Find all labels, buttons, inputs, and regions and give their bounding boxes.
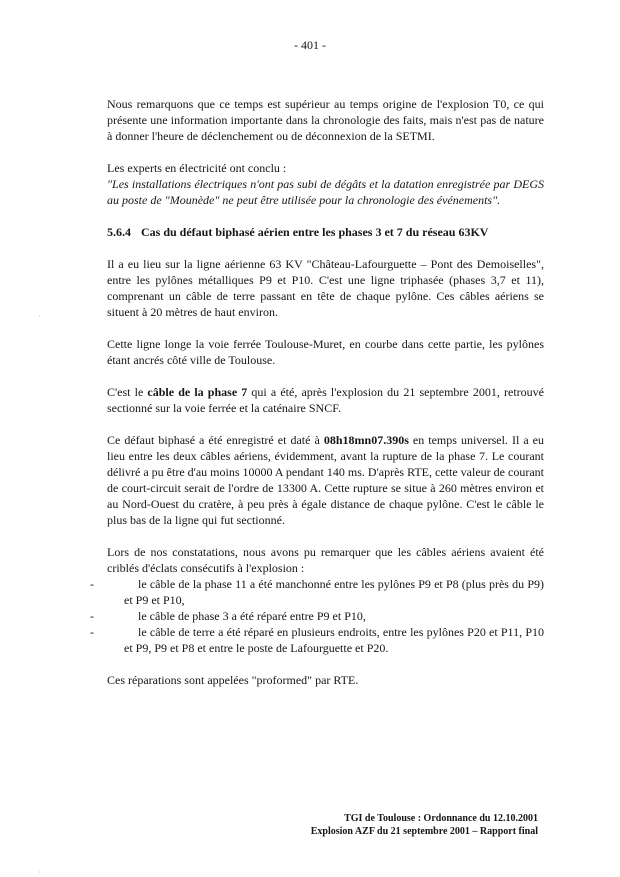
p5-part-a: C'est le bbox=[107, 385, 148, 399]
paragraph-5 bbox=[107, 384, 544, 416]
section-heading bbox=[107, 224, 544, 240]
footer-line-1: TGI de Toulouse : Ordonnance du 12.10.2001 bbox=[344, 813, 538, 824]
list-item-text: le câble de la phase 11 a été manchonné entre les pylônes P9 et P8 (plus près du P9) et P9 et P10, bbox=[124, 577, 544, 607]
footer bbox=[311, 812, 538, 838]
list-item bbox=[90, 608, 544, 624]
document-body bbox=[90, 96, 544, 704]
paragraph-8: Ces réparations sont appelées "proformed" par RTE. bbox=[107, 673, 359, 687]
paragraph-7: Lors de nos constatations, nous avons pu remarquer que les câbles aériens avaient été criblés d'éclats consécutifs à l'explosion : bbox=[107, 545, 544, 575]
paragraph-1: Nous remarquons que ce temps est supérieur au temps origine de l'explosion T0, ce qui présente une information importante dans la chronologie des faits, mais n'est pas de nature à donner l'heure de déclenchement ou de déconnexion de la SETMI. bbox=[107, 97, 544, 143]
page-number: - 401 - bbox=[294, 38, 326, 52]
footer-line-2: Explosion AZF du 21 septembre 2001 – Rapport final bbox=[310, 826, 538, 837]
p5-bold: câble de la phase 7 bbox=[147, 385, 248, 399]
paragraph-4: Cette ligne longe la voie ferrée Toulouse-Muret, en courbe dans cette partie, les pylônes étant ancrés côté ville de Toulouse. bbox=[107, 337, 544, 367]
section-title: Cas du défaut biphasé aérien entre les phases 3 et 7 du réseau 63KV bbox=[141, 225, 489, 239]
p6-bold: 08h18mn07.390s bbox=[323, 433, 409, 447]
section-number: 5.6.4 bbox=[107, 225, 131, 239]
list-dash: - bbox=[90, 577, 94, 591]
experts-quote: "Les installations électriques n'ont pas subi de dégâts et la datation enregistrée par DEGS au poste de "Mounède" ne peut être utilisée pour la chronologie des événements". bbox=[107, 177, 544, 207]
list-item bbox=[90, 576, 544, 608]
p5-part-c: qui a été, après l'explosion du 21 septembre 2001, retrouvé sectionné sur la voie ferrée et la caténaire SNCF. bbox=[107, 385, 544, 415]
list-item bbox=[90, 624, 544, 656]
list-dash: - bbox=[90, 609, 94, 623]
list-dash: - bbox=[90, 625, 94, 639]
list-item-text: le câble de terre a été réparé en plusieurs endroits, entre les pylônes P20 et P11, P10 et P9, P9 et P8 et entre le poste de Lafourguette et P20. bbox=[124, 625, 544, 655]
paragraph-6 bbox=[107, 432, 544, 528]
repairs-list bbox=[90, 576, 544, 656]
p6-part-a: Ce défaut biphasé a été enregistré et daté à bbox=[107, 433, 324, 447]
paragraph-3: Il a eu lieu sur la ligne aérienne 63 KV "Château-Lafourguette – Pont des Demoiselles", entre les pylônes métalliques P9 et P10. C'est une ligne triphasée (phases 3,7 et 11), comprenant un câble de terre passant en tête de chaque pylône. Ces câbles aériens se situent à 20 mètres de haut environ. bbox=[107, 257, 544, 319]
experts-intro: Les experts en électricité ont conclu : bbox=[107, 161, 287, 175]
list-item-text: le câble de phase 3 a été réparé entre P9 et P10, bbox=[138, 609, 366, 623]
paragraph-7-block bbox=[90, 544, 544, 656]
scan-speck: · bbox=[38, 312, 41, 321]
p6-part-c: en temps universel. Il a eu lieu entre les deux câbles aériens, évidemment, avant la rupture de la phase 7. Le courant délivré a pu être d'au moins 10000 A pendant 140 ms. D'après RTE, cette valeur de courant de court-circuit serait de l'ordre de 13300 A. Cette rupture se situe à 260 mètres environ et au Nord-Ouest du cratère, à peu près à égale distance de chaque pylône. C'est le câble le plus bas de la ligne qui fut sectionné. bbox=[107, 433, 544, 527]
scan-speck: · bbox=[38, 868, 41, 877]
paragraph-experts bbox=[107, 160, 544, 208]
